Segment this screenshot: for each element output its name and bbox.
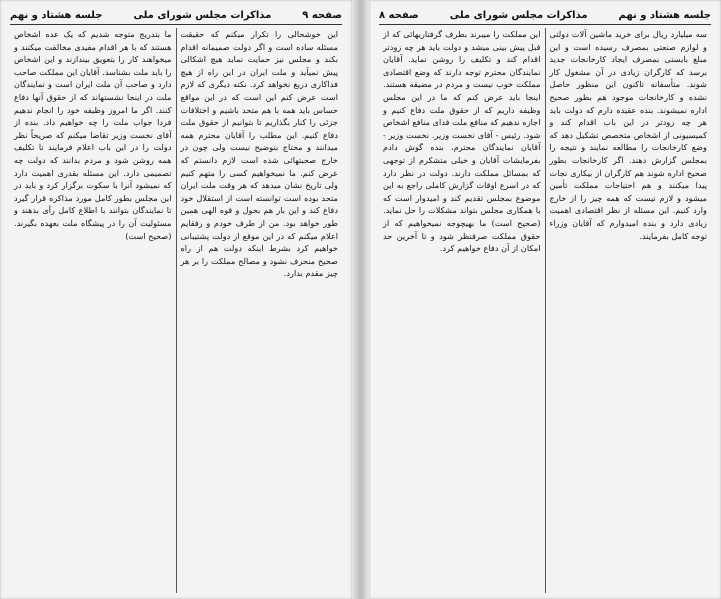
right-page-number: صفحه ۸ (379, 9, 419, 21)
left-column-1 (177, 28, 343, 593)
left-page-header (10, 6, 342, 25)
left-page-number: صفحه ۹ (302, 9, 342, 21)
left-column-1-text: این خوشحالی را تکرار میکنم که حقیقت مسئله ساده است و اگر دولت صمیمانه اقدام بکند و مجلس نیز حمایت نماید هیچ اشکالی پیش نمیآید و ملت ایران در این راه از هیچ فداکاری دریغ نخواهد کرد. نکته دیگری که لازم است عرض کنم این است که در این مواقع حساس باید همه با هم متحد باشیم و اختلافات جزئی را کنار بگذاریم تا بتوانیم از حقوق ملت دفاع کنیم. این مطلب را آقایان محترم همه میدانند و محتاج بتوضیح نیست ولی چون در خارج صحبتهائی شده است لازم دانستم که عرض کنم. ما نمیخواهیم کسی را متهم کنیم ولی تاریخ نشان میدهد که هر وقت ملت ایران متحد بوده است توانسته است از استقلال خود دفاع کند و این بار هم بحول و قوه الهی همین طور خواهد بود. من از طرف خودم و رفقایم اعلام میکنم که در این موقع از دولت پشتیبانی خواهیم کرد بشرط اینکه دولت هم از راه صحیح منحرف نشود و مصالح مملکت را بر هر چیز مقدم بدارد. (180, 29, 338, 279)
left-column-2-text: ما بتدریج متوجه شدیم که یک عده اشخاص هستند که با هر اقدام مفیدی مخالفت میکنند و میخواهند کار را بتعویق بیندازند و این اشخاص را باید ملت بشناسد. آقایان این مملکت صاحب دارد و صاحب آن ملت ایران است و نمایندگان ملت در اینجا نشستهاند که از حقوق آنها دفاع کنند. اگر ما امروز وظیفه خود را انجام ندهیم فردا جواب ملت را چه خواهیم داد. بنده از آقای نخست وزیر تقاضا میکنم که صریحاً نظر دولت را در این باب اعلام فرمایند تا تکلیف همه روشن شود و مردم بدانند که دولت چه تصمیمی دارد. این مسئله بقدری اهمیت دارد که نمیشود آنرا با سکوت برگزار کرد و باید در این مجلس بطور کامل مورد مذاکره قرار گیرد تا نمایندگان بتوانند با اطلاع کامل رأی بدهند و مسئولیت آن را در پیشگاه ملت بعهده بگیرند. (صحیح است) (14, 29, 172, 241)
right-column-2 (379, 28, 546, 593)
left-page (0, 0, 352, 599)
right-column-1 (546, 28, 712, 593)
right-page-header (379, 6, 711, 25)
book-gutter (352, 0, 369, 599)
left-page-title: مذاکرات مجلس شورای ملی (133, 9, 272, 21)
right-page (369, 0, 721, 599)
left-column-2 (10, 28, 177, 593)
right-page-session: جلسه هشتاد و نهم (618, 9, 711, 21)
left-page-session: جلسه هشتاد و نهم (10, 9, 103, 21)
right-page-columns (379, 28, 711, 593)
left-page-columns (10, 28, 342, 593)
right-column-1-text: سه میلیارد ریال برای خرید ماشین آلات دولتی و لوازم صنعتی بمصرف رسیده است و این مبلغ بایستی بمصرف ایجاد کارخانجات جدید برسد که کارگران زیادی در آن مشغول کار شوند. متأسفانه تاکنون این منظور حاصل نشده و کارخانجات موجود هم بطور صحیح اداره نمیشوند. بنده عقیده دارم که دولت باید هر چه زودتر در این باب اقدام کند و کمیسیونی از اشخاص متخصص تشکیل دهد که وضع کارخانجات را مطالعه نمایند و نتیجه را بمجلس گزارش دهند. اگر کارخانجات بطور صحیح اداره شوند هم کارگران از بیکاری نجات پیدا میکنند و هم احتیاجات مملکت تأمین میشود و لازم نیست که همه چیز را از خارج وارد کنیم. این مسئله از نظر اقتصادی اهمیت زیادی دارد و بنده امیدوارم که آقایان وزراء توجه کامل بفرمایند. (549, 29, 707, 241)
right-page-title: مذاکرات مجلس شورای ملی (449, 9, 588, 21)
right-column-2-text: این مملکت را میبرند بطرف گرفتاریهائی که از قبل پیش بینی میشد و دولت باید هر چه زودتر اقدام کند و تکلیف را روشن نماید. آقایان نمایندگان محترم توجه دارند که وضع اقتصادی مملکت خوب نیست و مردم در مضیقه هستند. اینجا باید عرض کنم که ما در این مجلس وظیفه داریم که از حقوق ملت دفاع کنیم و اجازه ندهیم که منافع ملت فدای منافع اشخاص شود. رئیس - آقای نخست وزیر. نخست وزیر - آقایان نمایندگان محترم، بنده گوش دادم بفرمایشات آقایان و خیلی متشکرم از توجهی که بمسائل مملکت دارند. دولت در نظر دارد که در اسرع اوقات گزارش کاملی راجع به این موضوع بمجلس تقدیم کند و امیدوار است که با همکاری مجلس بتواند مشکلات را حل نماید. (صحیح است) ما بهیچوجه نمیخواهیم که از حقوق مملکت صرفنظر شود و تا آخرین حد امکان از آن دفاع خواهیم کرد. (383, 29, 541, 254)
